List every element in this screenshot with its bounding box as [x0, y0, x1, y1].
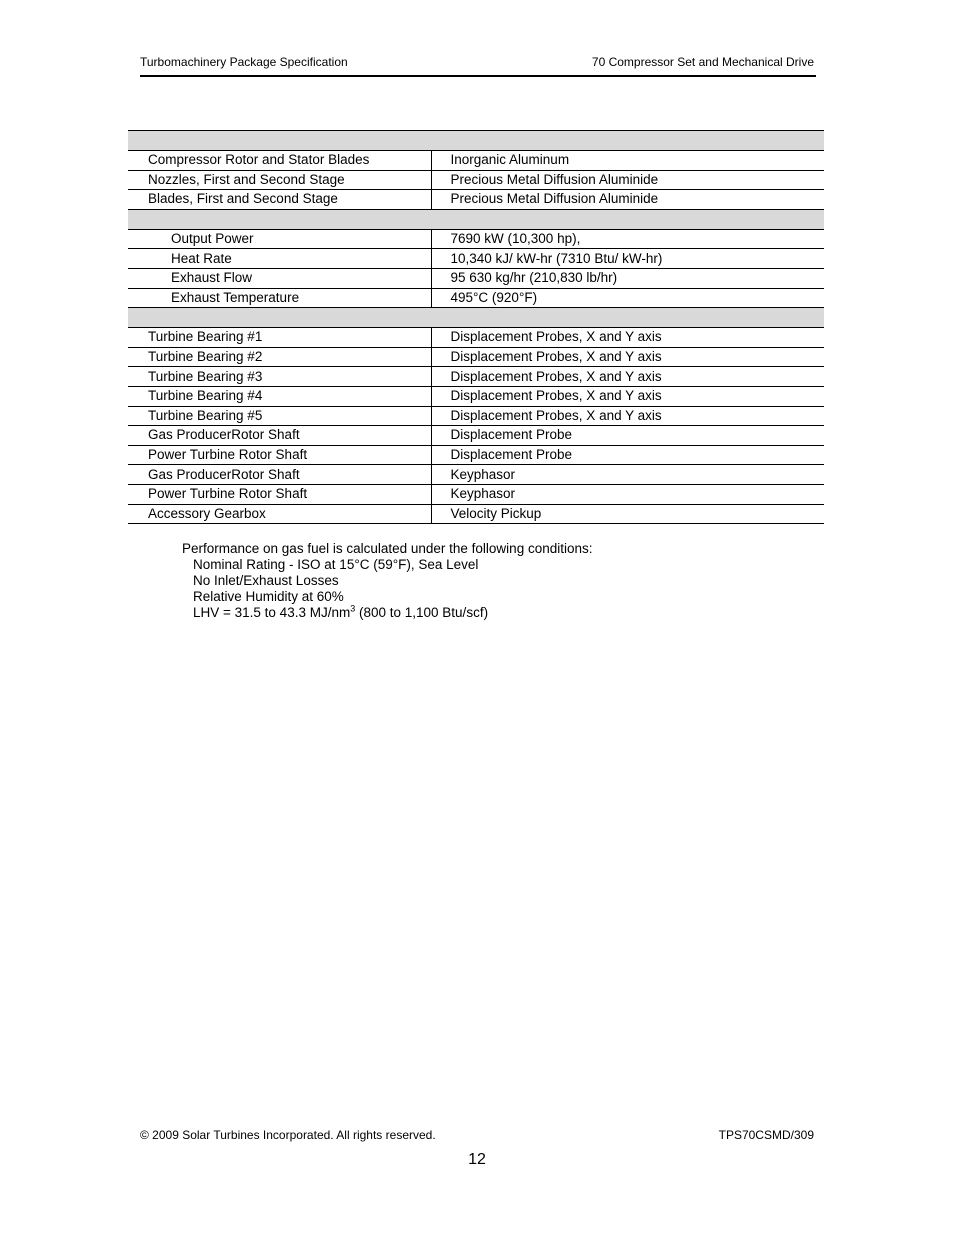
row-item: Heat Rate [128, 249, 431, 269]
row-item: Power Turbine Rotor Shaft [128, 445, 431, 465]
table-row [128, 484, 824, 504]
row-item: Exhaust Temperature [128, 288, 431, 308]
row-value: Displacement Probes, X and Y axis [431, 406, 824, 426]
row-item: Turbine Bearing #4 [128, 386, 431, 406]
specification-table [128, 130, 824, 524]
row-value: 10,340 kJ/ kW-hr (7310 Btu/ kW-hr) [431, 249, 824, 269]
table-row [128, 170, 824, 190]
page-number: 12 [468, 1151, 486, 1168]
copyright-text: © 2009 Solar Turbines Incorporated. All rights reserved. [140, 1128, 436, 1142]
table-row [128, 426, 824, 446]
table-row [128, 465, 824, 485]
notes-item: Relative Humidity at 60% [193, 589, 344, 604]
row-item: Turbine Bearing #2 [128, 347, 431, 367]
row-value: Keyphasor [431, 465, 824, 485]
lhv-prefix: LHV = 31.5 to 43.3 MJ/nm [193, 605, 351, 620]
row-item: Blades, First and Second Stage [128, 190, 431, 210]
row-item: Output Power [128, 229, 431, 249]
row-value: Displacement Probes, X and Y axis [431, 328, 824, 348]
document-id: TPS70CSMD/309 [718, 1128, 814, 1142]
table-row [128, 229, 824, 249]
table-row [128, 328, 824, 348]
row-value: 495°C (920°F) [431, 288, 824, 308]
row-item: Turbine Bearing #1 [128, 328, 431, 348]
table-row [128, 249, 824, 269]
page-header [140, 55, 816, 77]
row-value: Displacement Probe [431, 426, 824, 446]
row-value: Displacement Probes, X and Y axis [431, 367, 824, 387]
notes-item: Nominal Rating - ISO at 15°C (59°F), Sea Level [193, 557, 479, 572]
lhv-suffix: (800 to 1,100 Btu/scf) [355, 605, 489, 620]
row-value: Displacement Probes, X and Y axis [431, 347, 824, 367]
table-row [128, 347, 824, 367]
row-item: Turbine Bearing #3 [128, 367, 431, 387]
table-row [128, 504, 824, 524]
notes-item-lhv [182, 605, 593, 621]
row-value: Precious Metal Diffusion Aluminide [431, 190, 824, 210]
notes-item: No Inlet/Exhaust Losses [193, 573, 339, 588]
table-row [128, 445, 824, 465]
header-section: 70 Compressor Set and Mechanical Drive [591, 55, 814, 69]
row-item: Accessory Gearbox [128, 504, 431, 524]
row-item: Exhaust Flow [128, 268, 431, 288]
row-item: Nozzles, First and Second Stage [128, 170, 431, 190]
lhv-superscript: 3 [350, 603, 356, 614]
row-item: Gas ProducerRotor Shaft [128, 465, 431, 485]
header-title: Turbomachinery Package Specification [140, 55, 348, 69]
notes-intro: Performance on gas fuel is calculated under the following conditions: [182, 541, 593, 556]
row-value: Displacement Probes, X and Y axis [431, 386, 824, 406]
performance-notes [182, 541, 593, 621]
row-item: Turbine Bearing #5 [128, 406, 431, 426]
row-value: 95 630 kg/hr (210,830 lb/hr) [431, 268, 824, 288]
table-row [128, 386, 824, 406]
row-item: Power Turbine Rotor Shaft [128, 484, 431, 504]
section-header-coatings [128, 131, 824, 151]
row-value: Keyphasor [431, 484, 824, 504]
table-row [128, 406, 824, 426]
row-item: Compressor Rotor and Stator Blades [128, 151, 431, 171]
table-row [128, 268, 824, 288]
row-value: Inorganic Aluminum [431, 151, 824, 171]
row-value: Precious Metal Diffusion Aluminide [431, 170, 824, 190]
row-value: Displacement Probe [431, 445, 824, 465]
table-row [128, 288, 824, 308]
section-header-vibration [128, 308, 824, 328]
table-row [128, 190, 824, 210]
row-item: Gas ProducerRotor Shaft [128, 426, 431, 446]
row-value: Velocity Pickup [431, 504, 824, 524]
table-row [128, 151, 824, 171]
row-value: 7690 kW (10,300 hp), [431, 229, 824, 249]
section-header-performance [128, 209, 824, 229]
table-row [128, 367, 824, 387]
